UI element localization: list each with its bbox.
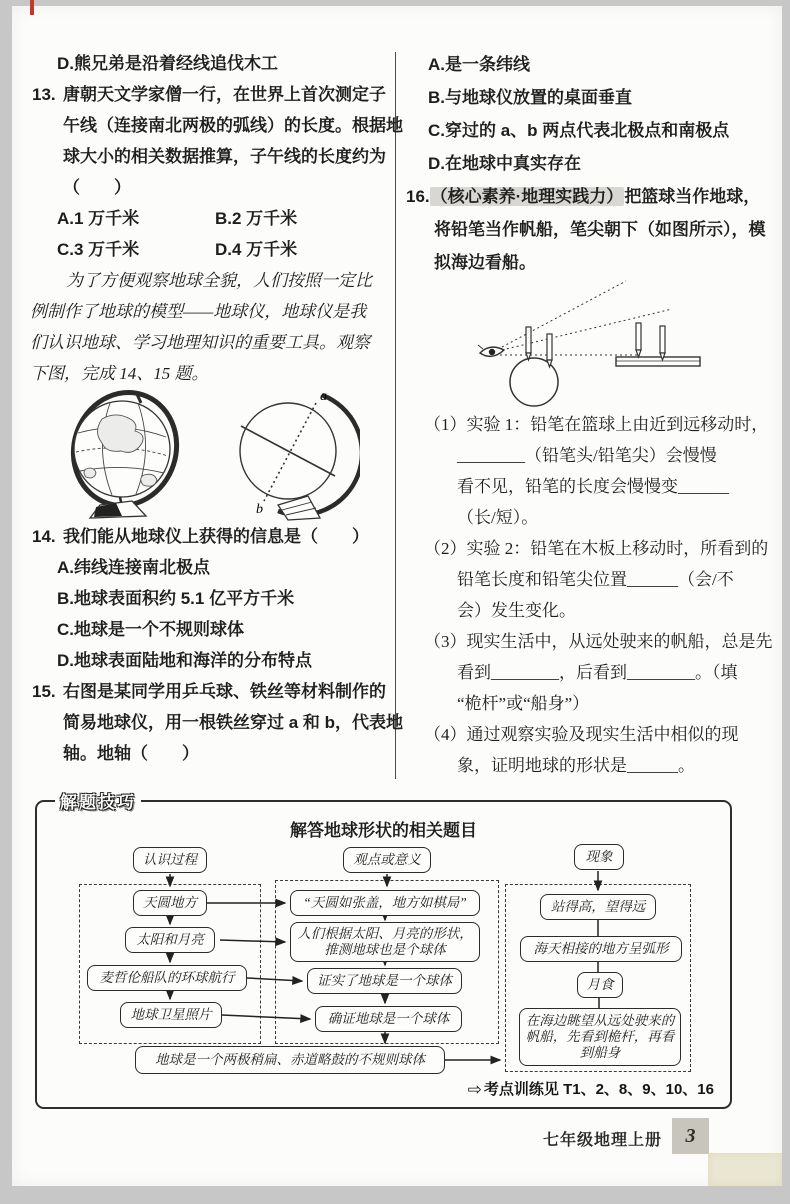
text-line: 15. 右图是某同学用乒乓球、铁丝等材料制作的 <box>30 676 392 707</box>
text-line: ________（铅笔头/铅笔尖）会慢慢 <box>457 446 717 465</box>
page <box>12 6 782 1186</box>
text-line: 们认识地球、学习地理知识的重要工具。观察 <box>30 333 370 352</box>
text-line: 铅笔长度和铅笔尖位置______（会/不 <box>457 570 734 589</box>
sight-line <box>502 281 626 347</box>
flowchart-title: 解答地球形状的相关题目 <box>290 821 477 840</box>
flow-node: 海天相接的地方呈弧形 <box>520 936 682 962</box>
flow-node: 人们根据太阳、月亮的形状，推测地球也是个球体 <box>290 922 480 962</box>
sub-question-3 <box>406 626 773 719</box>
question-16 <box>406 180 766 279</box>
note-arrow-icon: ⇨ <box>467 1080 482 1099</box>
globe-stand-cone <box>278 496 320 520</box>
text-line: 看到________，后看到________。（填 <box>457 663 738 682</box>
flow-node: 站得高，望得远 <box>540 894 656 920</box>
text-line: （2）实验 2：铅笔在木板上移动时，所看到的 <box>424 539 769 558</box>
board-shape <box>616 357 700 366</box>
text-line: 拟海边看船。 <box>434 253 536 272</box>
text-line: 午线（连接南北两极的弧线）的长度。根据地 <box>63 116 403 135</box>
flow-node: 天圆地方 <box>133 890 207 916</box>
tips-badge: 解题技巧 <box>55 788 141 813</box>
flow-node: 麦哲伦船队的环球航行 <box>87 965 247 991</box>
question-number: 13. <box>32 85 56 104</box>
text-line: （长/短）。 <box>457 508 539 527</box>
text-line: （3）现实生活中，从远处驶来的帆船，总是先 <box>424 632 773 651</box>
right-column <box>406 48 773 781</box>
flow-header-process: 认识过程 <box>133 847 207 873</box>
text-line: A.纬线连接南北极点 <box>57 558 210 577</box>
text-line: （1）实验 1：铅笔在篮球上由近到远移动时， <box>424 415 769 434</box>
text-line: （ ） <box>63 178 131 197</box>
sub-question-4 <box>406 719 766 781</box>
text-line: C.穿过的 a、b 两点代表北极点和南极点 <box>428 121 730 140</box>
q12-option-d: D.熊兄弟是沿着经线追伐木工 <box>57 54 278 73</box>
text-line: 例制作了地球的模型——地球仪，地球仪是我 <box>30 302 367 321</box>
experiment-figure <box>406 279 766 409</box>
flow-conclusion-node: 地球是一个两极稍扁、赤道略鼓的不规则球体 <box>135 1046 445 1074</box>
flow-node: 确证地球是一个球体 <box>315 1006 462 1032</box>
pencil-shape <box>526 327 531 360</box>
question-number: 15. <box>32 682 56 701</box>
text-line: 象，证明地球的形状是______。 <box>457 756 695 775</box>
ship-experiment-figure <box>446 279 736 409</box>
globes-figure <box>30 389 392 521</box>
question-number: 16. <box>406 187 430 206</box>
tips-flowchart-box <box>35 793 732 1109</box>
left-column <box>30 48 404 769</box>
text-line: A.是一条纬线 <box>428 55 530 74</box>
sub-question-1 <box>406 409 769 533</box>
text-line: 14. 我们能从地球仪上获得的信息是（ ） <box>30 521 392 552</box>
intro-passage <box>30 265 392 389</box>
text-line: C.地球是一个不规则球体 <box>57 620 244 639</box>
text-line: D.在地球中真实存在 <box>428 154 581 173</box>
text-line: （4）通过观察实验及现实生活中相似的现 <box>424 725 739 744</box>
text-line: 轴。地轴（ ） <box>63 744 199 763</box>
text-line: 将铅笔当作帆船，笔尖朝下（如图所示），模 <box>434 220 766 239</box>
pencil-shape <box>547 334 552 367</box>
column-divider <box>395 52 396 779</box>
detailed-globe-figure <box>50 389 200 521</box>
question-13 <box>30 79 403 265</box>
text-line: 13. 唐朝天文学家僧一行，在世界上首次测定子 <box>30 79 392 110</box>
red-edge-mark <box>30 0 34 15</box>
flow-node: 地球卫星照片 <box>120 1002 222 1028</box>
options-row: A.1 万千米 B.2 万千米 <box>57 209 298 228</box>
axis-label-a: a <box>320 389 327 404</box>
flow-node: 月食 <box>577 972 623 998</box>
flow-node: 证实了地球是一个球体 <box>307 968 462 994</box>
text-line: 会）发生变化。 <box>457 601 576 620</box>
basketball-shape <box>510 358 558 406</box>
simple-globe-figure <box>230 389 360 521</box>
question-14 <box>30 521 392 676</box>
question-number: 14. <box>32 527 56 546</box>
corner-paper-artifact <box>708 1153 782 1186</box>
options-row: C.3 万千米 D.4 万千米 <box>57 240 298 259</box>
text-line: B.与地球仪放置的桌面垂直 <box>428 88 632 107</box>
text-line: 球大小的相关数据推算，子午线的长度约为 <box>63 147 386 166</box>
flow-node: 太阳和月亮 <box>125 927 215 953</box>
text-line: 为了方便观察地球全貌，人们按照一定比 <box>66 271 372 290</box>
footer-book-title: 七年级地理上册 <box>543 1132 663 1149</box>
flow-node: “天圆如张盖，地方如棋局” <box>290 890 480 916</box>
axis-label-b: b <box>256 502 263 517</box>
question-15 <box>30 676 404 769</box>
sub-question-2 <box>406 533 769 626</box>
text-line: B.地球表面积约 5.1 亿平方千米 <box>57 589 295 608</box>
text-line: 看不见，铅笔的长度会慢慢变______ <box>457 477 729 496</box>
flow-header-meaning: 观点或意义 <box>343 847 431 873</box>
pencil-shape <box>636 323 641 357</box>
page-number-badge: 3 <box>672 1118 709 1154</box>
competency-tag: （核心素养·地理实践力） <box>430 187 624 206</box>
pencil-shape <box>660 326 665 360</box>
text-line: 下图，完成 14、15 题。 <box>30 364 209 383</box>
text-line: D.地球表面陆地和海洋的分布特点 <box>57 651 312 670</box>
text-line: 16.（核心素养·地理实践力）把篮球当作地球， <box>406 187 761 206</box>
flow-node: 在海边眺望从远处驶来的帆船，先看到桅杆，再看到船身 <box>519 1008 681 1066</box>
text-line: “桅杆”或“船身”） <box>457 694 590 713</box>
flow-header-phenomenon: 现象 <box>574 844 624 870</box>
text-line: 简易地球仪，用一根铁丝穿过 a 和 b，代表地 <box>63 713 404 732</box>
exam-points-note: ⇨ 考点训练见 T1、2、8、9、10、16 <box>467 1080 714 1099</box>
